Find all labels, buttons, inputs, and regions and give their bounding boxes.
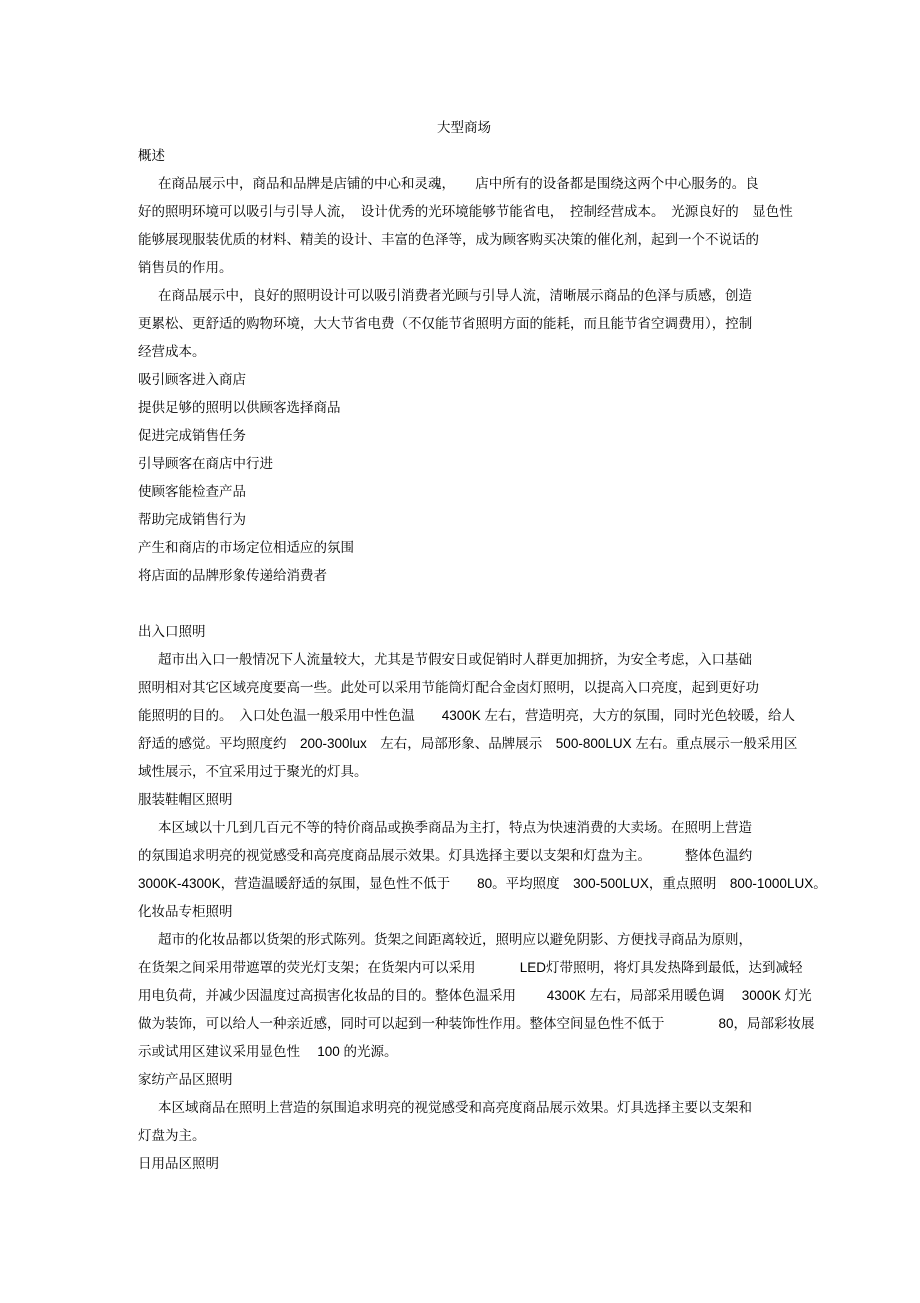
list-item: 使顾客能检查产品 xyxy=(138,484,246,499)
paragraph-line: 在商品展示中，良好的照明设计可以吸引消费者光顾与引导人流，清晰展示商品的色泽与质感，创造 xyxy=(158,288,752,303)
paragraph-line: 用电负荷，并减少因温度过高损害化妆品的目的。整体色温采用 4300K 左右，局部采用暖色调 3000K 灯光 xyxy=(138,988,812,1003)
paragraph-line: 更累松、更舒适的购物环境，大大节省电费（不仅能节省照明方面的能耗，而且能节省空调费用），控制 xyxy=(138,316,753,331)
paragraph-line: 超市出入口一般情况下人流量较大，尤其是节假安日或促销时人群更加拥挤，为安全考虑，入口基础 xyxy=(158,652,752,667)
section-heading-cosmetics: 化妆品专柜照明 xyxy=(138,904,233,919)
doc-title: 大型商场 xyxy=(437,120,491,135)
list-item: 引导顾客在商店中行进 xyxy=(138,456,273,471)
paragraph-line: 本区域商品在照明上营造的氛围追求明亮的视觉感受和高亮度商品展示效果。灯具选择主要以支架和 xyxy=(158,1100,752,1115)
list-item: 吸引顾客进入商店 xyxy=(138,372,246,387)
section-heading-daily: 日用品区照明 xyxy=(138,1156,219,1171)
list-item: 帮助完成销售行为 xyxy=(138,512,246,527)
paragraph-line: 照明相对其它区域亮度要高一些。此处可以采用节能筒灯配合金卤灯照明，以提高入口亮度，起到更好功 xyxy=(138,680,759,695)
paragraph-line: 能照明的目的。 入口处色温一般采用中性色温 4300K 左右，营造明亮，大方的氛围，同时光色较暖，给人 xyxy=(138,708,796,723)
list-item: 产生和商店的市场定位相适应的氛围 xyxy=(138,540,354,555)
paragraph-line: 能够展现服装优质的材料、精美的设计、丰富的色泽等，成为顾客购买决策的催化剂，起到一个不说话的 xyxy=(138,232,759,247)
paragraph-line: 本区域以十几到几百元不等的特价商品或换季商品为主打，特点为快速消费的大卖场。在照明上营造 xyxy=(158,820,752,835)
section-heading-overview: 概述 xyxy=(138,148,165,163)
paragraph-line: 的氛围追求明亮的视觉感受和高亮度商品展示效果。灯具选择主要以支架和灯盘为主。 整体色温约 xyxy=(138,848,753,863)
section-heading-clothing: 服装鞋帽区照明 xyxy=(138,792,233,807)
paragraph-line: 灯盘为主。 xyxy=(138,1128,206,1143)
section-heading-hometextile: 家纺产品区照明 xyxy=(138,1072,233,1087)
paragraph-line: 做为装饰，可以给人一种亲近感，同时可以起到一种装饰性作用。整体空间显色性不低于 80，局部彩妆展 xyxy=(138,1016,815,1031)
paragraph-line: 舒适的感觉。平均照度约 200-300lux 左右，局部形象、品牌展示 500-800LUX 左右。重点展示一般采用区 xyxy=(138,736,798,751)
blank-line xyxy=(138,590,790,618)
paragraph-line: 示或试用区建议采用显色性 100 的光源。 xyxy=(138,1044,398,1059)
paragraph-line: 3000K-4300K，营造温暖舒适的氛围，显色性不低于 80。平均照度 300-500LUX，重点照明 800-1000LUX。 xyxy=(138,876,827,891)
paragraph-line: 在商品展示中，商品和品牌是店铺的中心和灵魂， 店中所有的设备都是围绕这两个中心服务的。良 xyxy=(158,176,759,191)
list-item: 促进完成销售任务 xyxy=(138,428,246,443)
paragraph-line: 销售员的作用。 xyxy=(138,260,233,275)
list-item: 提供足够的照明以供顾客选择商品 xyxy=(138,400,341,415)
list-item: 将店面的品牌形象传递给消费者 xyxy=(138,568,327,583)
section-heading-entrance: 出入口照明 xyxy=(138,624,206,639)
paragraph-line: 域性展示，不宜采用过于聚光的灯具。 xyxy=(138,764,368,779)
paragraph-line: 好的照明环境可以吸引与引导人流， 设计优秀的光环境能够节能省电， 控制经营成本。 光源良好的 显色性 xyxy=(138,204,793,219)
paragraph-line: 经营成本。 xyxy=(138,344,206,359)
paragraph-line: 在货架之间采用带遮罩的荧光灯支架；在货架内可以采用 LED灯带照明，将灯具发热降到最低，达到减轻 xyxy=(138,960,803,975)
paragraph-line: 超市的化妆品都以货架的形式陈列。货架之间距离较近，照明应以避免阴影、方便找寻商品为原则， xyxy=(158,932,752,947)
